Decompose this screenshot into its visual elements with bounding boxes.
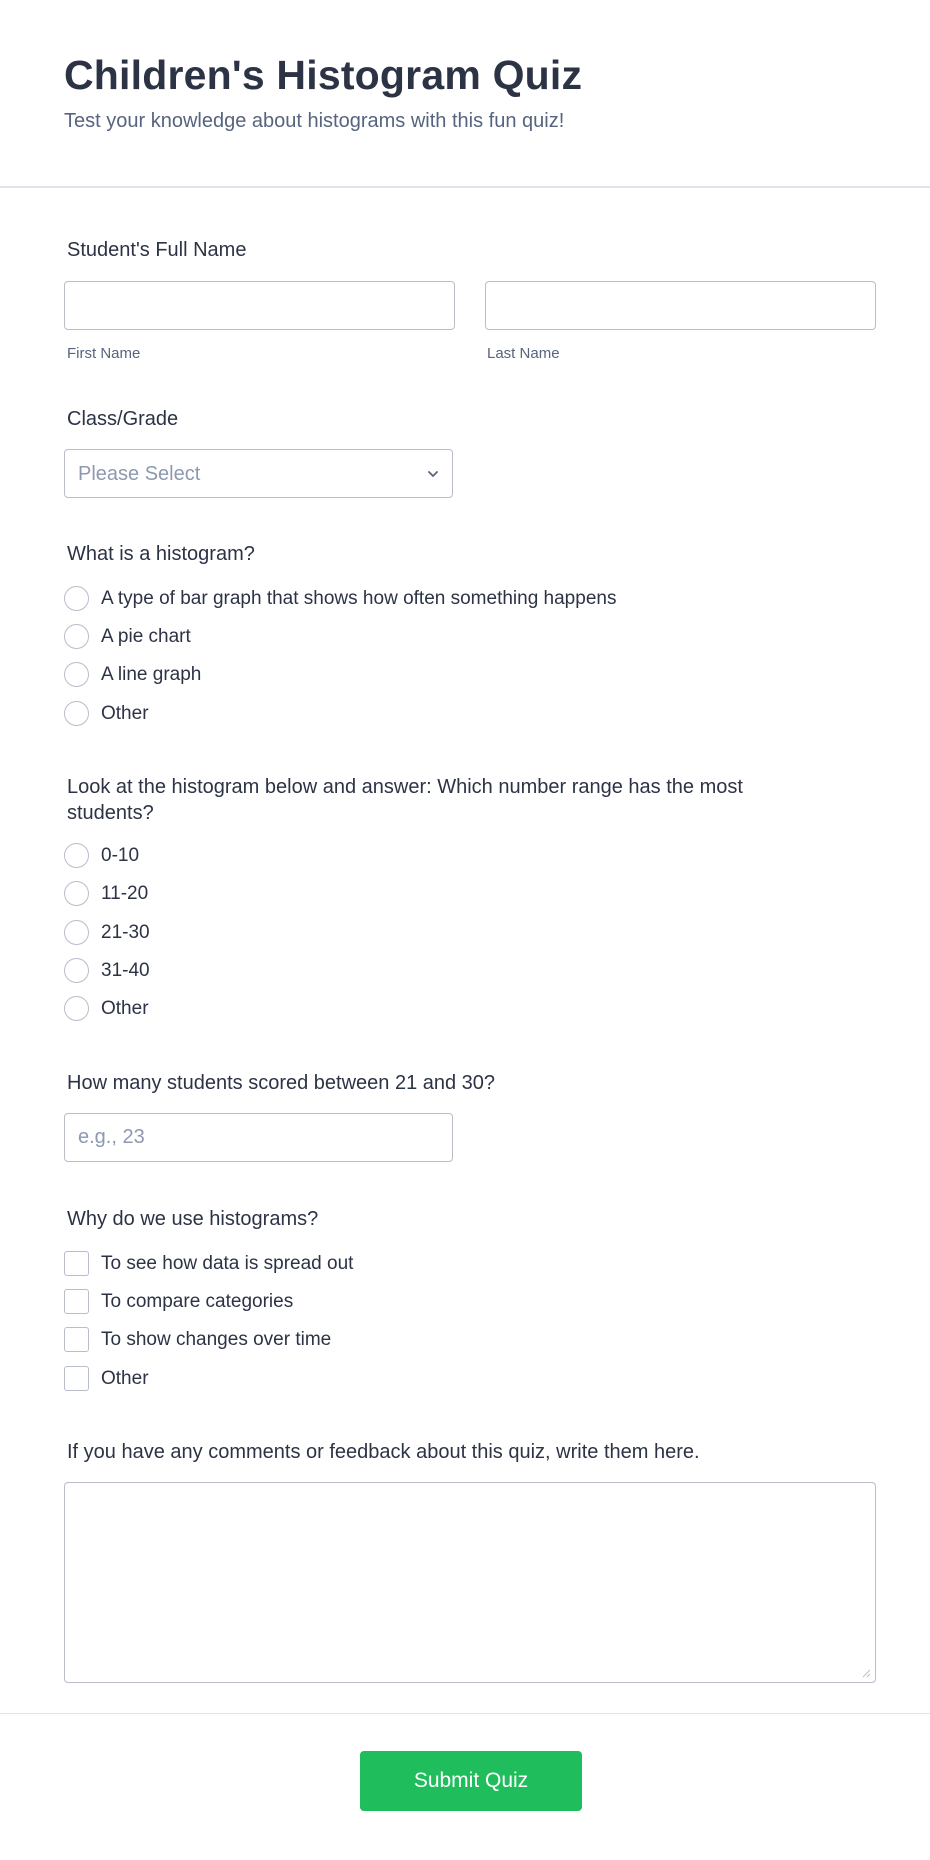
q2-option-label: 11-20 [101,883,149,904]
q2-option[interactable] [64,958,764,984]
class-grade-placeholder: Please Select [78,463,201,485]
q4-option[interactable] [64,1251,764,1277]
resize-handle-icon[interactable] [861,1668,871,1678]
q2-label-line1: Look at the histogram below and answer: Which number range has the most [67,776,743,798]
class-grade-select[interactable] [64,449,453,498]
q2-option[interactable] [64,996,764,1022]
q2-option-label: 0-10 [101,845,140,866]
checkbox[interactable] [64,1327,89,1352]
q1-option[interactable] [64,701,764,727]
comments-textarea[interactable] [64,1482,876,1683]
q2-option-label: 21-30 [101,922,150,943]
q2-option[interactable] [64,881,764,907]
q1-option[interactable] [64,662,764,688]
q2-option[interactable] [64,843,764,869]
radio-button[interactable] [64,662,89,687]
q2-option[interactable] [64,920,764,946]
checkbox[interactable] [64,1251,89,1276]
radio-button[interactable] [64,586,89,611]
q1-option-label: A pie chart [101,626,191,647]
submit-quiz-button[interactable]: Submit Quiz [360,1751,582,1811]
q4-option-label: To compare categories [101,1291,294,1312]
class-grade-label: Class/Grade [67,408,179,430]
q3-label: How many students scored between 21 and 30? [67,1072,496,1094]
q1-option[interactable] [64,586,764,612]
checkbox[interactable] [64,1366,89,1391]
q4-option-label: To see how data is spread out [101,1253,354,1274]
q2-label-line2: students? [67,802,154,824]
q1-label: What is a histogram? [67,543,255,565]
students-count-input[interactable] [64,1113,453,1162]
q4-option[interactable] [64,1327,764,1353]
chevron-down-icon [428,469,438,479]
radio-button[interactable] [64,843,89,868]
radio-button[interactable] [64,996,89,1021]
checkbox[interactable] [64,1289,89,1314]
q1-option-label: A line graph [101,664,202,685]
page-subtitle: Test your knowledge about histograms with this fun quiz! [64,110,565,132]
radio-button[interactable] [64,624,89,649]
last-name-input[interactable] [485,281,876,330]
full-name-label: Student's Full Name [67,239,247,261]
q1-option[interactable] [64,624,764,650]
radio-button[interactable] [64,958,89,983]
first-name-sublabel: First Name [67,345,141,362]
radio-button[interactable] [64,881,89,906]
form-header [0,0,930,188]
q4-option-label: To show changes over time [101,1329,332,1350]
q1-option-label: Other [101,703,149,724]
q2-option-label: 31-40 [101,960,150,981]
q4-option-label: Other [101,1368,149,1389]
comments-label: If you have any comments or feedback about this quiz, write them here. [67,1441,700,1463]
q1-option-label: A type of bar graph that shows how often something happens [101,588,617,609]
q4-label: Why do we use histograms? [67,1208,319,1230]
radio-button[interactable] [64,701,89,726]
last-name-sublabel: Last Name [487,345,560,362]
footer-divider [0,1713,930,1714]
q4-option[interactable] [64,1289,764,1315]
q2-option-label: Other [101,998,149,1019]
radio-button[interactable] [64,920,89,945]
q4-option[interactable] [64,1366,764,1392]
first-name-input[interactable] [64,281,455,330]
page-title: Children's Histogram Quiz [64,52,583,98]
